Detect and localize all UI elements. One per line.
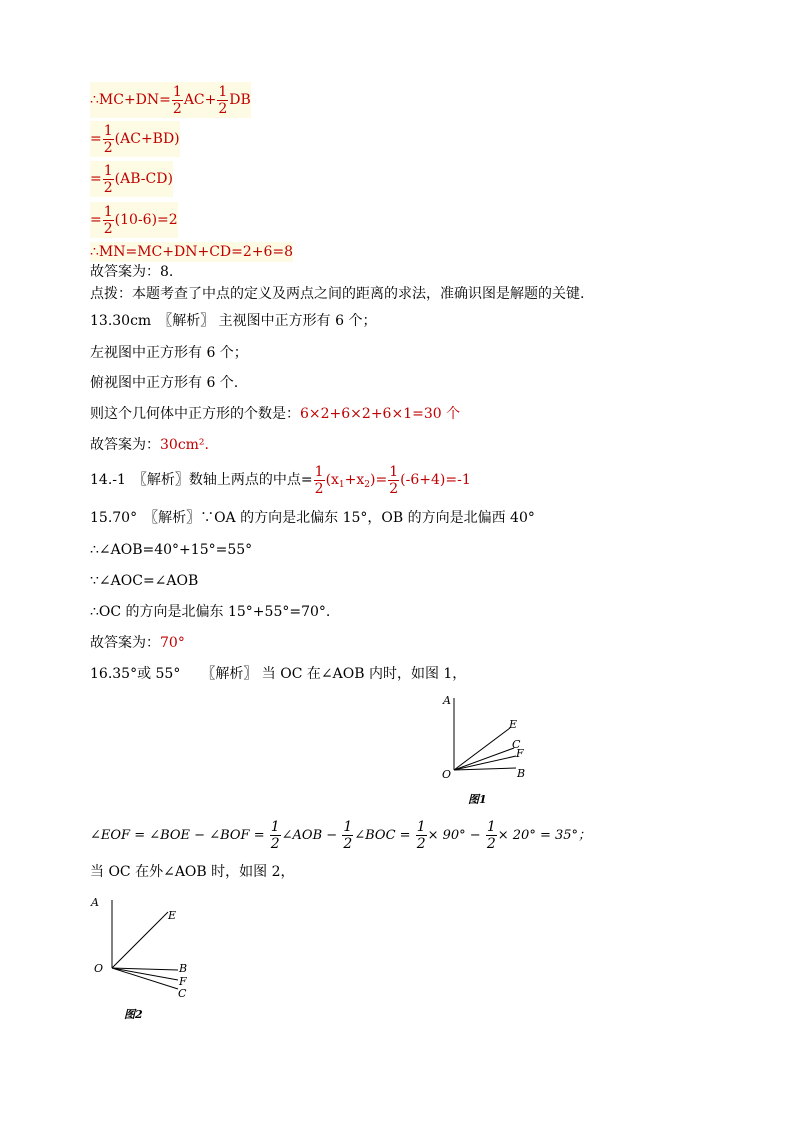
- q16-line: 16.35°或 55° 〖解析〗 当 OC 在∠AOB 内时，如图 1，: [90, 666, 467, 682]
- q16-case-2: 当 OC 在外∠AOB 时，如图 2，: [90, 864, 295, 880]
- q15-step-2: ∵∠AOC=∠AOB: [90, 573, 199, 589]
- equation-line-2: = $\frac{1}{2}$ (AC+BD): [90, 122, 180, 156]
- fig2-label-o: O: [94, 962, 104, 975]
- q15-step-3: ∴OC 的方向是北偏东 15°+55°=70°.: [90, 604, 331, 620]
- q15-step-1: ∴∠AOB=40°+15°=55°: [90, 542, 253, 558]
- q13-line: 13.30cm 〖解析〗 主视图中正方形有 6 个；: [90, 313, 377, 329]
- equation-line-1: [90, 82, 251, 118]
- equation-line-4: = $\frac{1}{2}$ (10-6)=2: [90, 203, 178, 237]
- q13-answer: 故答案为：30cm².: [90, 437, 209, 453]
- fraction: $\frac{1}{2}$: [343, 819, 353, 852]
- fraction: $\frac{1}{2}$: [103, 122, 113, 156]
- fig1-label-o: O: [442, 768, 452, 781]
- fig1-label-f: F: [516, 747, 524, 760]
- fig2-label-c: C: [178, 987, 187, 1000]
- fraction: $\frac{1}{2}$: [218, 83, 228, 117]
- q15-line: 15.70° 〖解析〗∵OA 的方向是北偏东 15°，OB 的方向是北偏西 40°: [90, 510, 535, 526]
- fraction: $\frac{1}{2}$: [270, 819, 280, 852]
- fig2-caption: 图2: [124, 1008, 143, 1021]
- fig1-caption: 图1: [468, 793, 487, 806]
- equation-line-5: ∴MN=MC+DN+CD=2+6=8: [90, 244, 294, 260]
- fraction: $\frac{1}{2}$: [389, 463, 399, 497]
- fig1-label-c: C: [512, 738, 521, 751]
- q15-answer: 故答案为：70°: [90, 635, 185, 651]
- figure-2: [86, 892, 206, 1027]
- equation-line-3: = $\frac{1}{2}$ (AB-CD): [90, 162, 173, 196]
- fig2-label-b: B: [179, 962, 188, 975]
- q13-top-view: 俯视图中正方形有 6 个.: [90, 375, 239, 391]
- fraction: $\frac{1}{2}$: [314, 463, 324, 497]
- fraction: $\frac{1}{2}$: [172, 83, 182, 117]
- fig1-label-a: A: [443, 694, 451, 707]
- answer-line-12: 故答案为：8.: [90, 264, 174, 280]
- q13-left-view: 左视图中正方形有 6 个；: [90, 345, 248, 361]
- figure-1: [430, 690, 540, 810]
- fig1-label-e: E: [509, 718, 518, 731]
- eq1-text: DB: [229, 92, 251, 108]
- fig2-label-f: F: [179, 975, 187, 988]
- fraction: $\frac{1}{2}$: [486, 819, 496, 852]
- q14-line: 14.-1 〖解析〗数轴上两点的中点= $\frac{1}{2}$ $(x_1+x_2)=$ $\frac{1}{2}$ (-6+4)=-1: [90, 463, 471, 497]
- fig2-label-e: E: [168, 909, 177, 922]
- comment-line: 点拨：本题考查了中点的定义及两点之间的距离的求法，准确识图是解题的关键.: [90, 286, 585, 302]
- eq1-text: ∴MC+DN=: [90, 92, 171, 108]
- fraction: $\frac{1}{2}$: [103, 162, 113, 196]
- fig1-equation: ∠EOF = ∠BOE − ∠BOF = $\frac{1}{2}$ ∠AOB − $\frac{1}{2}$ ∠BOC = $\frac{1}{2}$ × 90° − $\frac{1}{2}$ × 20° = 35°；: [90, 819, 592, 852]
- fraction: $\frac{1}{2}$: [103, 203, 113, 237]
- fig1-label-b: B: [517, 767, 526, 780]
- fraction: $\frac{1}{2}$: [416, 819, 426, 852]
- fig2-label-a: A: [91, 896, 99, 909]
- eq1-text: AC+: [183, 92, 217, 108]
- q13-count-line: 则这个几何体中正方形的个数是：6×2+6×2+6×1=30 个: [90, 406, 461, 422]
